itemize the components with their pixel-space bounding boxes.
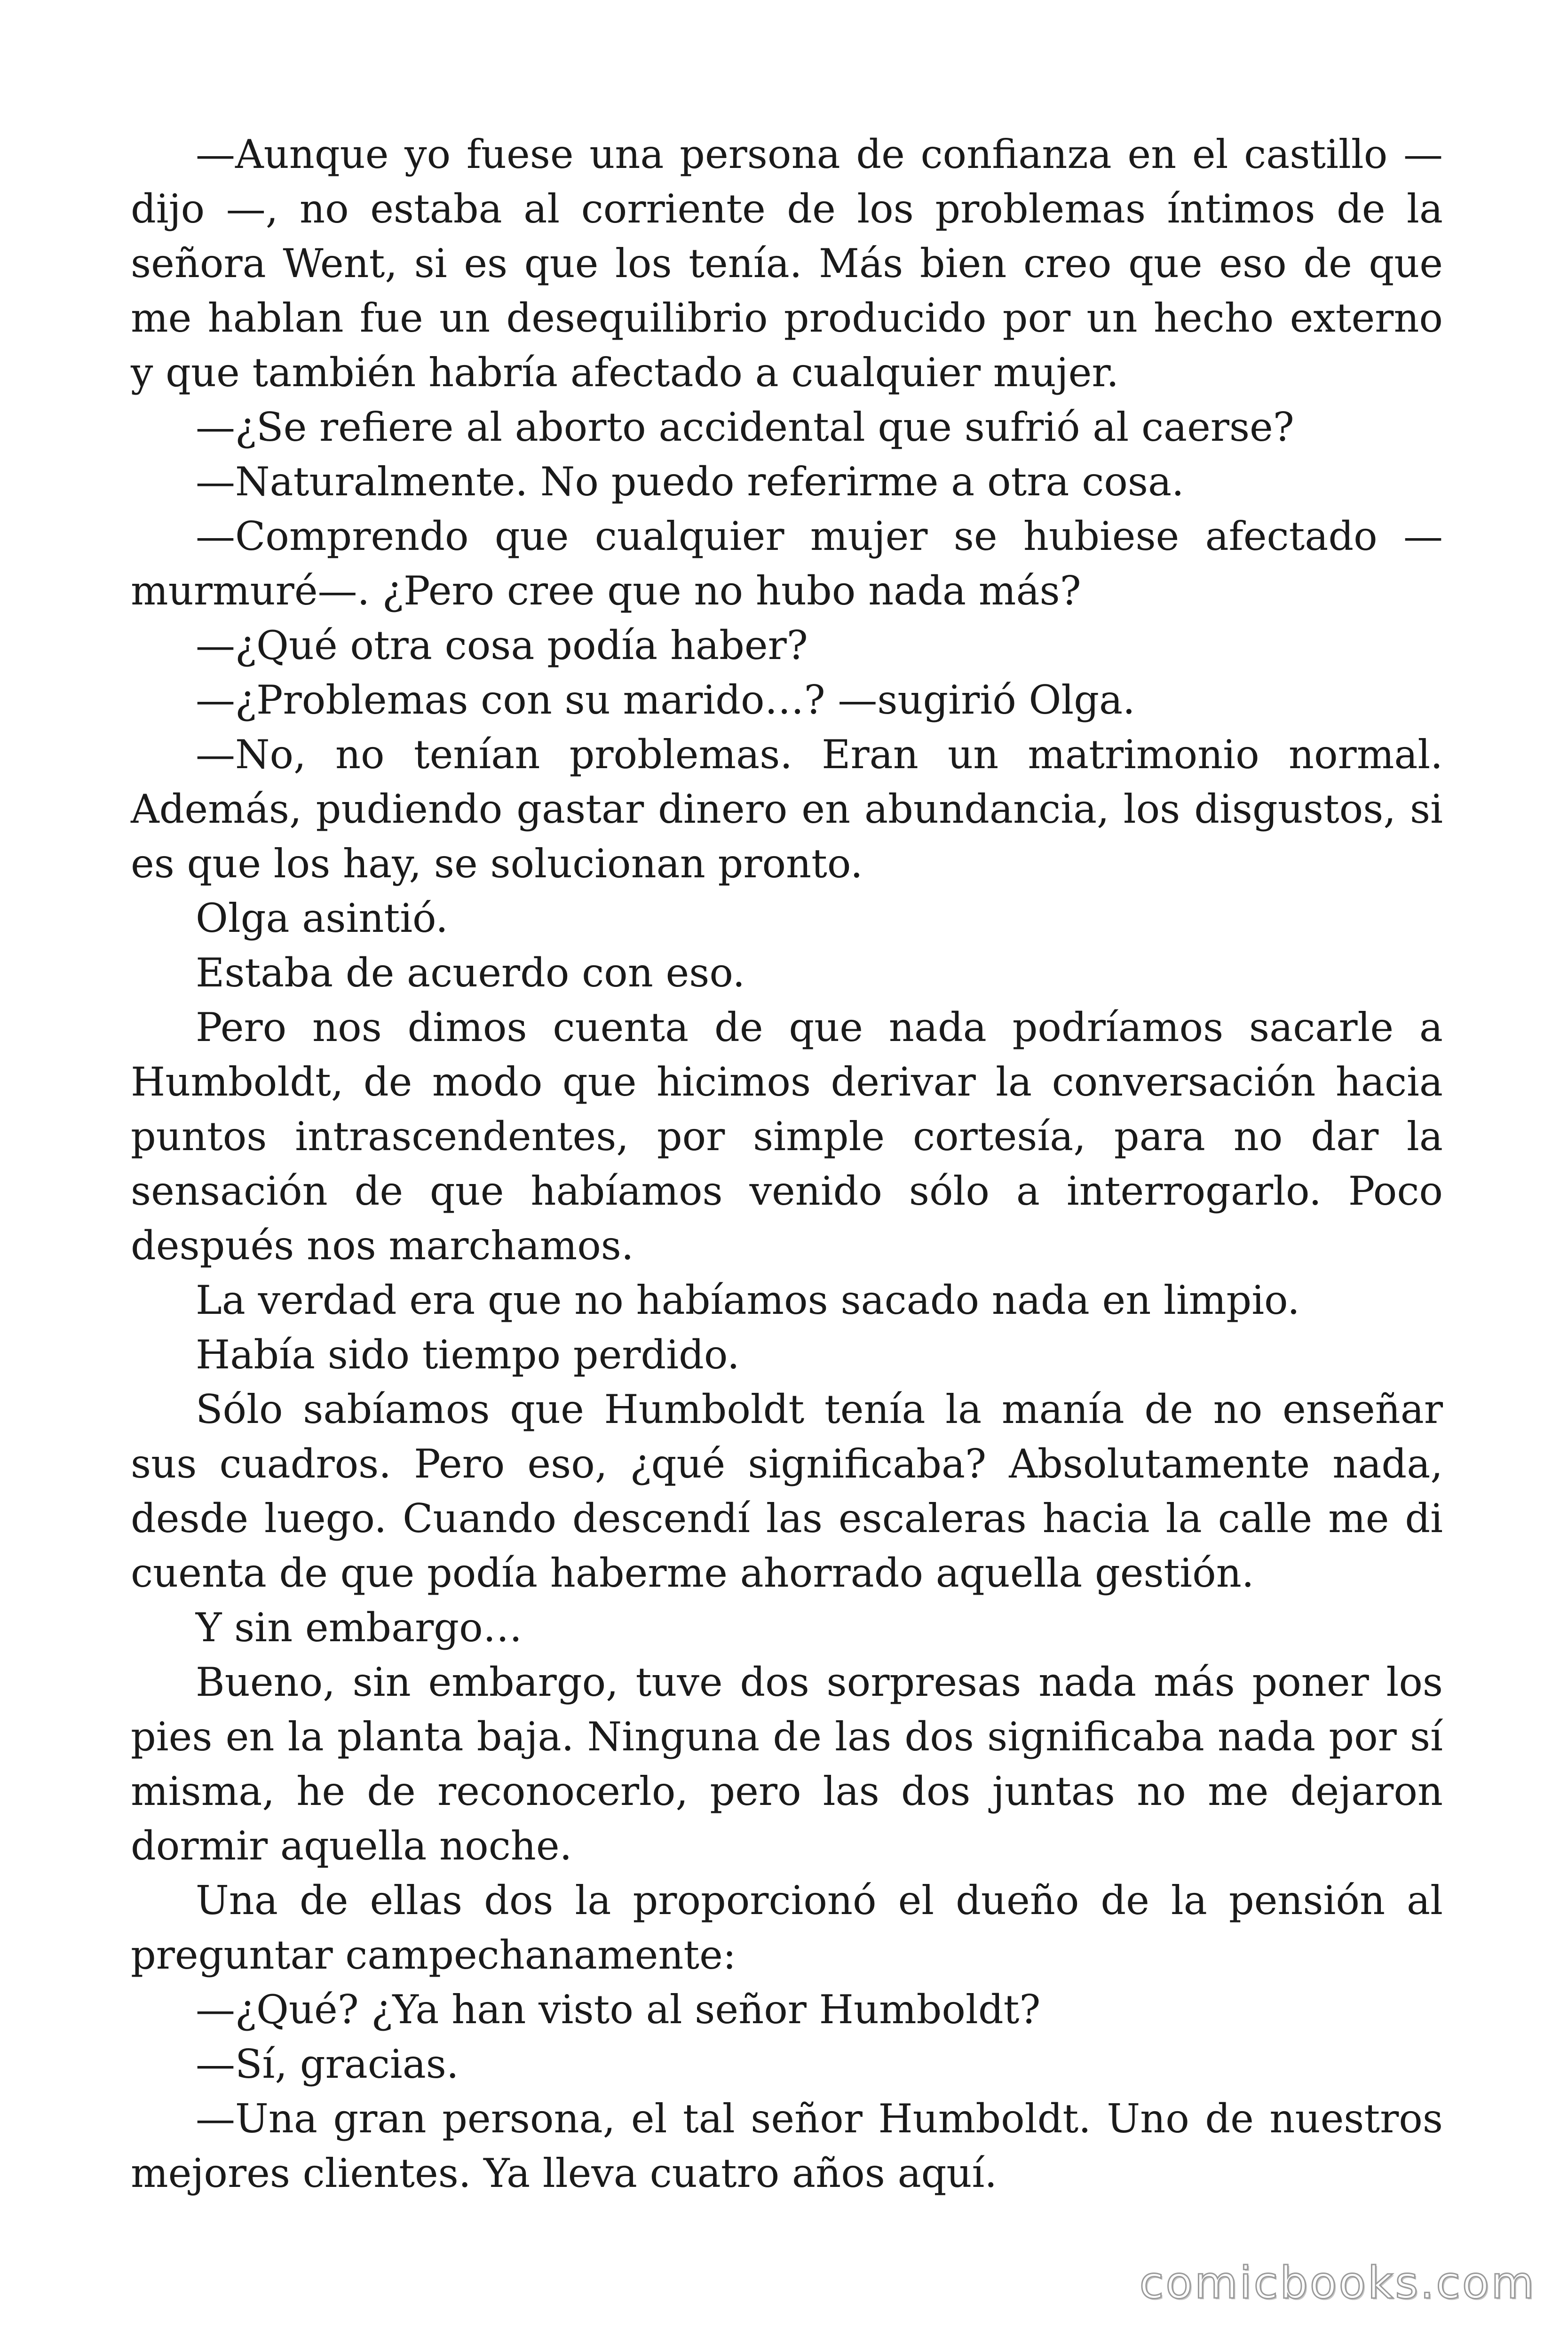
paragraph: Olga asintió. xyxy=(196,895,448,941)
paragraph: Bueno, sin embargo, tuve dos sorpresas nada más poner los pies en la planta baja. Ninguna de las dos significaba nada por sí misma, he de reconocerlo, pero las dos juntas no me dejaron dormir aquella noche. xyxy=(131,1659,1443,1869)
paragraph: Había sido tiempo perdido. xyxy=(196,1332,740,1378)
page-body xyxy=(131,127,1443,2201)
paragraph: —¿Problemas con su marido…? —sugirió Olga. xyxy=(196,677,1135,723)
paragraph: —No, no tenían problemas. Eran un matrimonio normal. Además, pudiendo gastar dinero en abundancia, los disgustos, si es que los hay, se solucionan pronto. xyxy=(131,731,1443,887)
paragraph: —¿Se refiere al aborto accidental que sufrió al caerse? xyxy=(196,404,1294,450)
paragraph: Una de ellas dos la proporcionó el dueño de la pensión al preguntar campechanamente: xyxy=(131,1877,1443,1978)
paragraph: La verdad era que no habíamos sacado nada en limpio. xyxy=(196,1277,1300,1323)
paragraph: Y sin embargo… xyxy=(196,1605,523,1651)
paragraph: —Sí, gracias. xyxy=(196,2041,459,2087)
paragraph: —¿Qué? ¿Ya han visto al señor Humboldt? xyxy=(196,1986,1041,2033)
paragraph: Estaba de acuerdo con eso. xyxy=(196,950,745,996)
watermark: comicbooks.com xyxy=(1139,2257,1536,2309)
paragraph: —Comprendo que cualquier mujer se hubiese afectado —murmuré—. ¿Pero cree que no hubo nada más? xyxy=(131,513,1443,614)
paragraph: Pero nos dimos cuenta de que nada podríamos sacarle a Humboldt, de modo que hicimos derivar la conversación hacia puntos intrascendentes, por simple cortesía, para no dar la sensación de que habíamos venido sólo a interrogarlo. Poco después nos marchamos. xyxy=(131,1004,1443,1269)
paragraph: Sólo sabíamos que Humboldt tenía la manía de no enseñar sus cuadros. Pero eso, ¿qué significaba? Absolutamente nada, desde luego. Cuando descendí las escaleras hacia la calle me di cuenta de que podía haberme ahorrado aquella gestión. xyxy=(131,1386,1443,1596)
paragraph: —Una gran persona, el tal señor Humboldt. Uno de nuestros mejores clientes. Ya lleva cuatro años aquí. xyxy=(131,2096,1443,2196)
paragraph: —Aunque yo fuese una persona de confianza en el castillo —dijo —, no estaba al corriente de los problemas íntimos de la señora Went, si es que los tenía. Más bien creo que eso de que me hablan fue un desequilibrio producido por un hecho externo y que también habría afectado a cualquier mujer. xyxy=(131,131,1443,396)
paragraph: —Naturalmente. No puedo referirme a otra cosa. xyxy=(196,459,1184,505)
paragraph: —¿Qué otra cosa podía haber? xyxy=(196,622,808,668)
